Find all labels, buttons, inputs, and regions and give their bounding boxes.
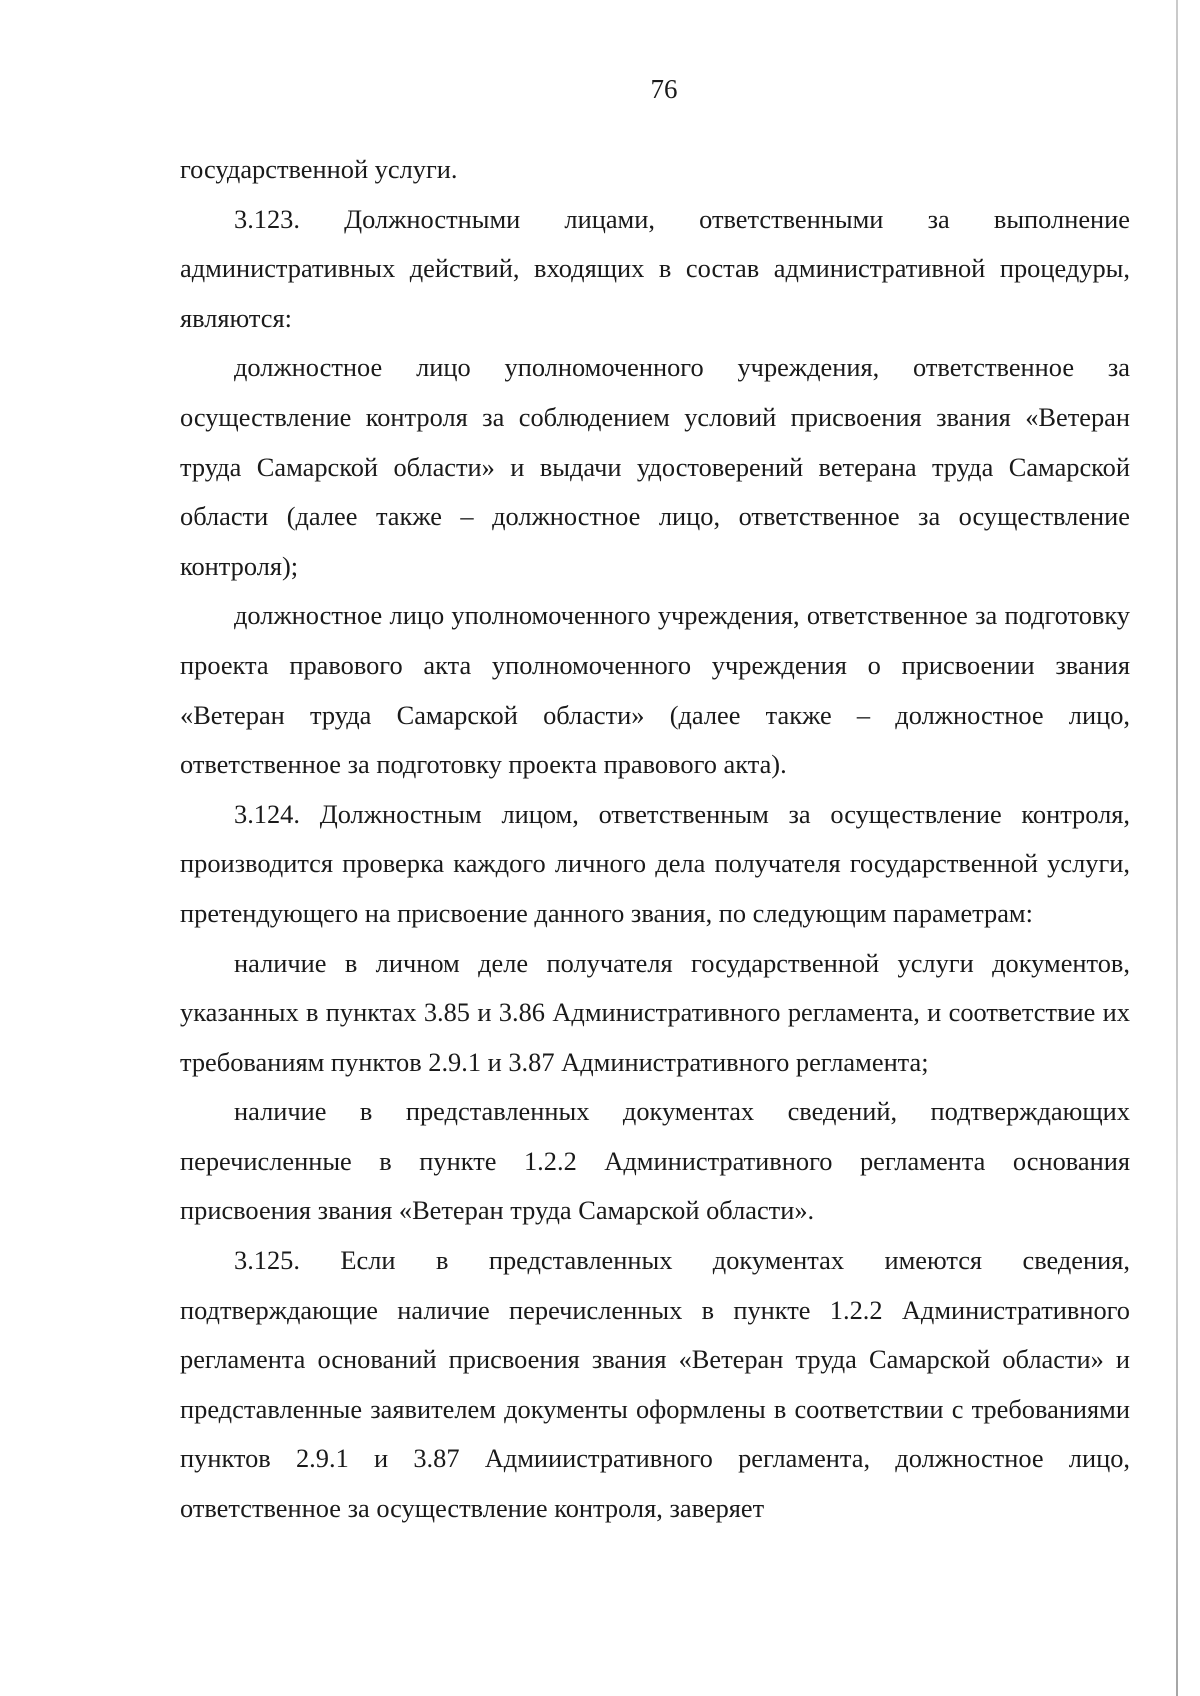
paragraph-3-124: 3.124. Должностным лицом, ответственным за осуществление контроля, производится проверка каждого личного дела получателя государственной услуги, претендующего на присвоение данного звания, по следующим параметрам: bbox=[180, 798, 1130, 928]
paragraph-official-draft-act: должностное лицо уполномоченного учреждения, ответственное за подготовку проекта правового акта уполномоченного учреждения о присвоении звания «Ветеран труда Самарской области» (далее также – должностное лицо, ответственное за подготовку проекта правового акта). bbox=[180, 600, 1130, 780]
body-text bbox=[180, 145, 1130, 1534]
paragraph-3-123: 3.123. Должностными лицами, ответственными за выполнение административных действий, входящих в состав административной процедуры, являются: bbox=[180, 203, 1130, 333]
paragraph-official-control: должностное лицо уполномоченного учреждения, ответственное за осуществление контроля за соблюдением условий присвоения звания «Ветеран труда Самарской области» и выдачи удостоверений ветерана труда Самарской области (далее также – должностное лицо, ответственное за осуществление контроля); bbox=[180, 352, 1130, 581]
page-number: 76 bbox=[650, 74, 678, 104]
paragraph-information-presence: наличие в представленных документах сведений, подтверждающих перечисленные в пункте 1.2.2 Административного регламента основания присвоения звания «Ветеран труда Самарской области». bbox=[180, 1096, 1130, 1226]
paragraph-continuation: государственной услуги. bbox=[180, 154, 458, 184]
paragraph-3-125: 3.125. Если в представленных документах имеются сведения, подтверждающие наличие перечисленных в пункте 1.2.2 Административного регламента оснований присвоения звания «Ветеран труда Самарской области» и представленные заявителем документы оформлены в соответствии с требованиями пунктов 2.9.1 и 3.87 Адмииистративного регламента, должностное лицо, ответственное за осуществление контроля, заверяет bbox=[180, 1245, 1130, 1524]
paragraph-documents-presence: наличие в личном деле получателя государственной услуги документов, указанных в пунктах 3.85 и 3.86 Административного регламента, и соответствие их требованиям пунктов 2.9.1 и 3.87 Административного регламента; bbox=[180, 947, 1130, 1077]
scan-edge-line bbox=[1176, 0, 1178, 1696]
